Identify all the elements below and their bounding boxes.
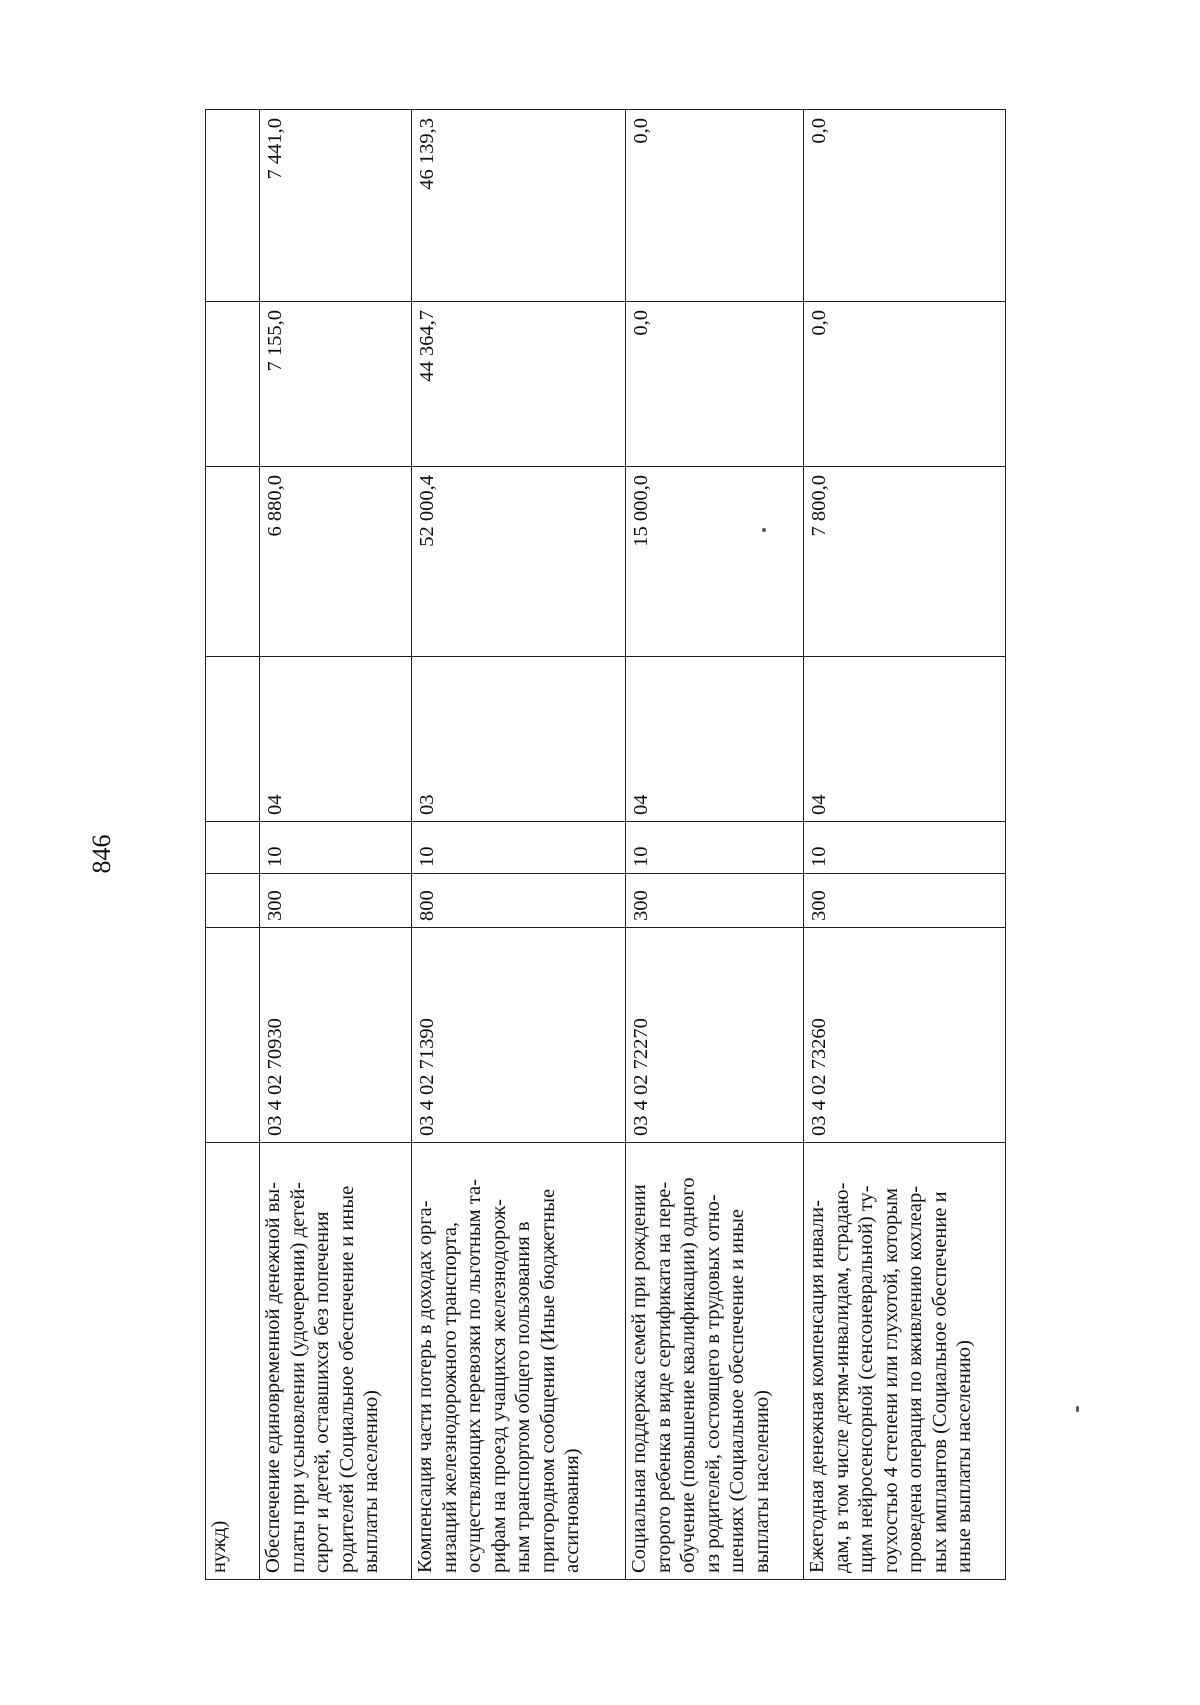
description-line: второго ребенка в виде сертификата на пере-: [652, 1181, 675, 1573]
amount-year1-cell: 6 880,0: [260, 467, 412, 657]
table-row: [260, 110, 412, 1580]
expense-type-cell: [206, 874, 260, 928]
target-code-cell: 03 4 02 71390: [412, 928, 626, 1143]
description-line: ных имплантов (Социальное обеспечение и: [928, 1191, 951, 1573]
scan-dot: [762, 528, 766, 532]
amount-year1-cell: 7 800,0: [804, 467, 1006, 657]
subsection-cell: 04: [804, 657, 1006, 822]
table-row: [804, 110, 1006, 1580]
target-code-cell: 03 4 02 72270: [626, 928, 804, 1143]
table-row: [626, 110, 804, 1580]
description-line: Социальная поддержка семей при рождении: [628, 1184, 650, 1573]
amount-year2-cell: 0,0: [804, 302, 1006, 467]
amount-year3-cell: [206, 110, 260, 302]
description-line: Компенсация части потерь в доходах орга-: [414, 1200, 436, 1573]
description-line: Ежегодная денежная компенсация инвали-: [806, 1200, 828, 1573]
description-cell: [206, 1143, 260, 1580]
description-line: выплаты населению): [360, 1389, 382, 1573]
table-row: [206, 110, 260, 1580]
scan-mark: [1076, 1406, 1079, 1412]
description-line: ным транспортом общего пользования в: [512, 1221, 534, 1573]
amount-year2-cell: 44 364,7: [412, 302, 626, 467]
amount-year2-cell: [206, 302, 260, 467]
description-line: шениях (Социальное обеспечение и иные: [726, 1208, 748, 1573]
amount-year3-cell: 0,0: [804, 110, 1006, 302]
description-line: обучение (повышение квалификации) одного: [677, 1177, 699, 1573]
description-line: нужд): [208, 1520, 230, 1573]
amount-year1-cell: 52 000,4: [412, 467, 626, 657]
description-cell: [260, 1143, 412, 1580]
description-line: из родителей, состоящего в трудовых отно-: [701, 1194, 724, 1573]
description-line: иные выплаты населению): [953, 1340, 975, 1573]
amount-year1-cell: 15 000,0: [626, 467, 804, 657]
description-line: Обеспечение единовременной денежной вы-: [262, 1181, 284, 1573]
amount-year1-cell: [206, 467, 260, 657]
description-line: выплаты населению): [750, 1389, 773, 1573]
rotated-table-wrapper: [205, 110, 1055, 1580]
description-line: осуществляющих перевозки по льготным та-: [463, 1179, 485, 1573]
description-line: пригородном сообщении (Иные бюджетные: [536, 1188, 559, 1573]
expense-type-cell: 800: [412, 874, 626, 928]
budget-table: [205, 109, 1006, 1580]
subsection-cell: 04: [626, 657, 804, 822]
page-number: 846: [87, 834, 116, 874]
description-line: гоухостью 4 степени или глухотой, которым: [879, 1188, 902, 1573]
description-line: проведена операция по вживлению кохлеар-: [904, 1185, 926, 1573]
amount-year3-cell: 0,0: [626, 110, 804, 302]
description-line: низаций железнодорожного транспорта,: [438, 1221, 461, 1573]
expense-type-cell: 300: [260, 874, 412, 928]
section-cell: 10: [626, 822, 804, 874]
description-line: родителей (Социальное обеспечение и иные: [335, 1185, 358, 1573]
description-line: щим нейросенсорной (сенсоневральной) ту-: [855, 1185, 877, 1573]
description-line: платы при усыновлении (удочерении) детей-: [286, 1181, 309, 1573]
description-cell: [412, 1143, 626, 1580]
section-cell: 10: [804, 822, 1006, 874]
description-cell: [804, 1143, 1006, 1580]
expense-type-cell: 300: [626, 874, 804, 928]
target-code-cell: 03 4 02 70930: [260, 928, 412, 1143]
expense-type-cell: 300: [804, 874, 1006, 928]
table-body: [206, 110, 1006, 1580]
section-cell: [206, 822, 260, 874]
description-cell: [626, 1143, 804, 1580]
target-code-cell: [206, 928, 260, 1143]
subsection-cell: [206, 657, 260, 822]
amount-year2-cell: 0,0: [626, 302, 804, 467]
amount-year3-cell: 7 441,0: [260, 110, 412, 302]
table-row: [412, 110, 626, 1580]
description-line: рифам на проезд учащихся железнодорож-: [487, 1199, 510, 1573]
section-cell: 10: [260, 822, 412, 874]
amount-year3-cell: 46 139,3: [412, 110, 626, 302]
subsection-cell: 04: [260, 657, 412, 822]
subsection-cell: 03: [412, 657, 626, 822]
section-cell: 10: [412, 822, 626, 874]
description-line: ассигнования): [561, 1448, 583, 1573]
target-code-cell: 03 4 02 73260: [804, 928, 1006, 1143]
description-line: дам, в том числе детям-инвалидам, страдаю-: [830, 1182, 853, 1573]
description-line: сирот и детей, оставшихся без попечения: [311, 1211, 333, 1573]
amount-year2-cell: 7 155,0: [260, 302, 412, 467]
